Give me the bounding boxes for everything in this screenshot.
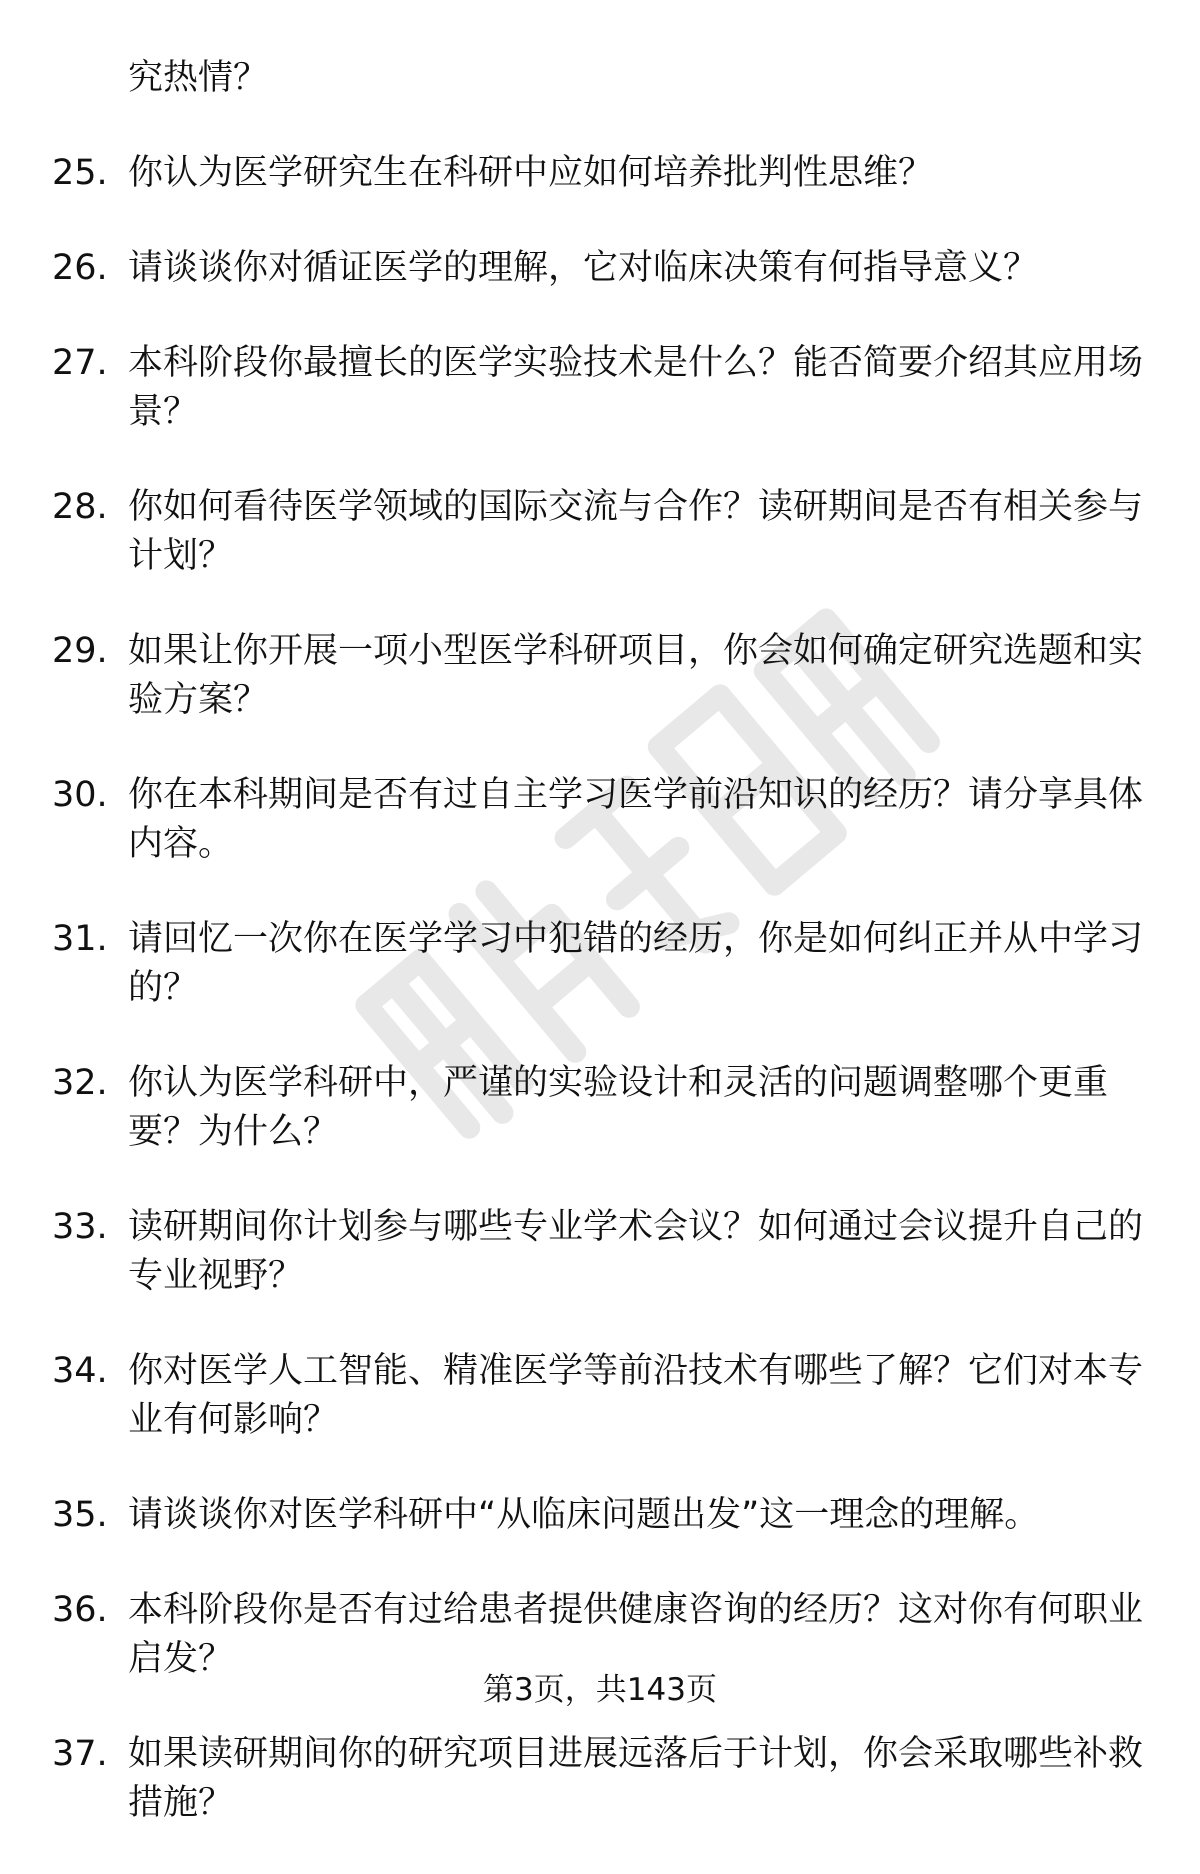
- question-text: 本科阶段你是否有过给患者提供健康咨询的经历？这对你有何职业启发？: [128, 1590, 1144, 1679]
- question-number: 34.: [52, 1351, 108, 1391]
- continued-question-text: 究热情？: [128, 58, 269, 98]
- question-item: [52, 771, 1152, 869]
- page-indicator: 第3页，共143页: [483, 1672, 717, 1708]
- question-text: 请谈谈你对医学科研中“从临床问题出发”这一理念的理解。: [128, 1495, 1040, 1535]
- question-item: [52, 1059, 1152, 1157]
- question-text: 读研期间你计划参与哪些专业学术会议？如何通过会议提升自己的专业视野？: [128, 1207, 1144, 1296]
- question-list: [52, 54, 1152, 1874]
- question-number: 29.: [52, 631, 108, 671]
- question-item: [52, 149, 1152, 198]
- question-number: 33.: [52, 1207, 108, 1247]
- question-number: 26.: [52, 248, 108, 288]
- question-item: [52, 1491, 1152, 1540]
- question-number: 25.: [52, 153, 108, 193]
- question-item: [52, 1730, 1152, 1828]
- question-item: [52, 627, 1152, 725]
- question-item: [52, 244, 1152, 293]
- question-item: [52, 483, 1152, 581]
- question-item: [52, 1203, 1152, 1301]
- question-item: [52, 915, 1152, 1013]
- question-number: 27.: [52, 343, 108, 383]
- question-item: [52, 1347, 1152, 1445]
- question-number: 30.: [52, 775, 108, 815]
- question-text: 请谈谈你对循证医学的理解，它对临床决策有何指导意义？: [128, 248, 1039, 288]
- question-number: 28.: [52, 487, 108, 527]
- question-text: 你对医学人工智能、精准医学等前沿技术有哪些了解？它们对本专业有何影响？: [128, 1351, 1144, 1440]
- question-text: 你在本科期间是否有过自主学习医学前沿知识的经历？请分享具体内容。: [128, 775, 1144, 864]
- question-text: 如果读研期间你的研究项目进展远落后于计划，你会采取哪些补救措施？: [128, 1734, 1144, 1823]
- question-number: 32.: [52, 1063, 108, 1103]
- question-text: 你如何看待医学领域的国际交流与合作？读研期间是否有相关参与计划？: [128, 487, 1144, 576]
- question-number: 37.: [52, 1734, 108, 1774]
- question-text: 本科阶段你最擅长的医学实验技术是什么？能否简要介绍其应用场景？: [128, 343, 1144, 432]
- question-number: 35.: [52, 1495, 108, 1535]
- question-text: 请回忆一次你在医学学习中犯错的经历，你是如何纠正并从中学习的？: [128, 919, 1144, 1008]
- question-number: 31.: [52, 919, 108, 959]
- question-text: 你认为医学科研中，严谨的实验设计和灵活的问题调整哪个更重要？为什么？: [128, 1063, 1109, 1152]
- question-number: 36.: [52, 1590, 108, 1630]
- question-text: 你认为医学研究生在科研中应如何培养批判性思维？: [128, 153, 934, 193]
- question-item: [52, 339, 1152, 437]
- question-text: 如果让你开展一项小型医学科研项目，你会如何确定研究选题和实验方案？: [128, 631, 1144, 720]
